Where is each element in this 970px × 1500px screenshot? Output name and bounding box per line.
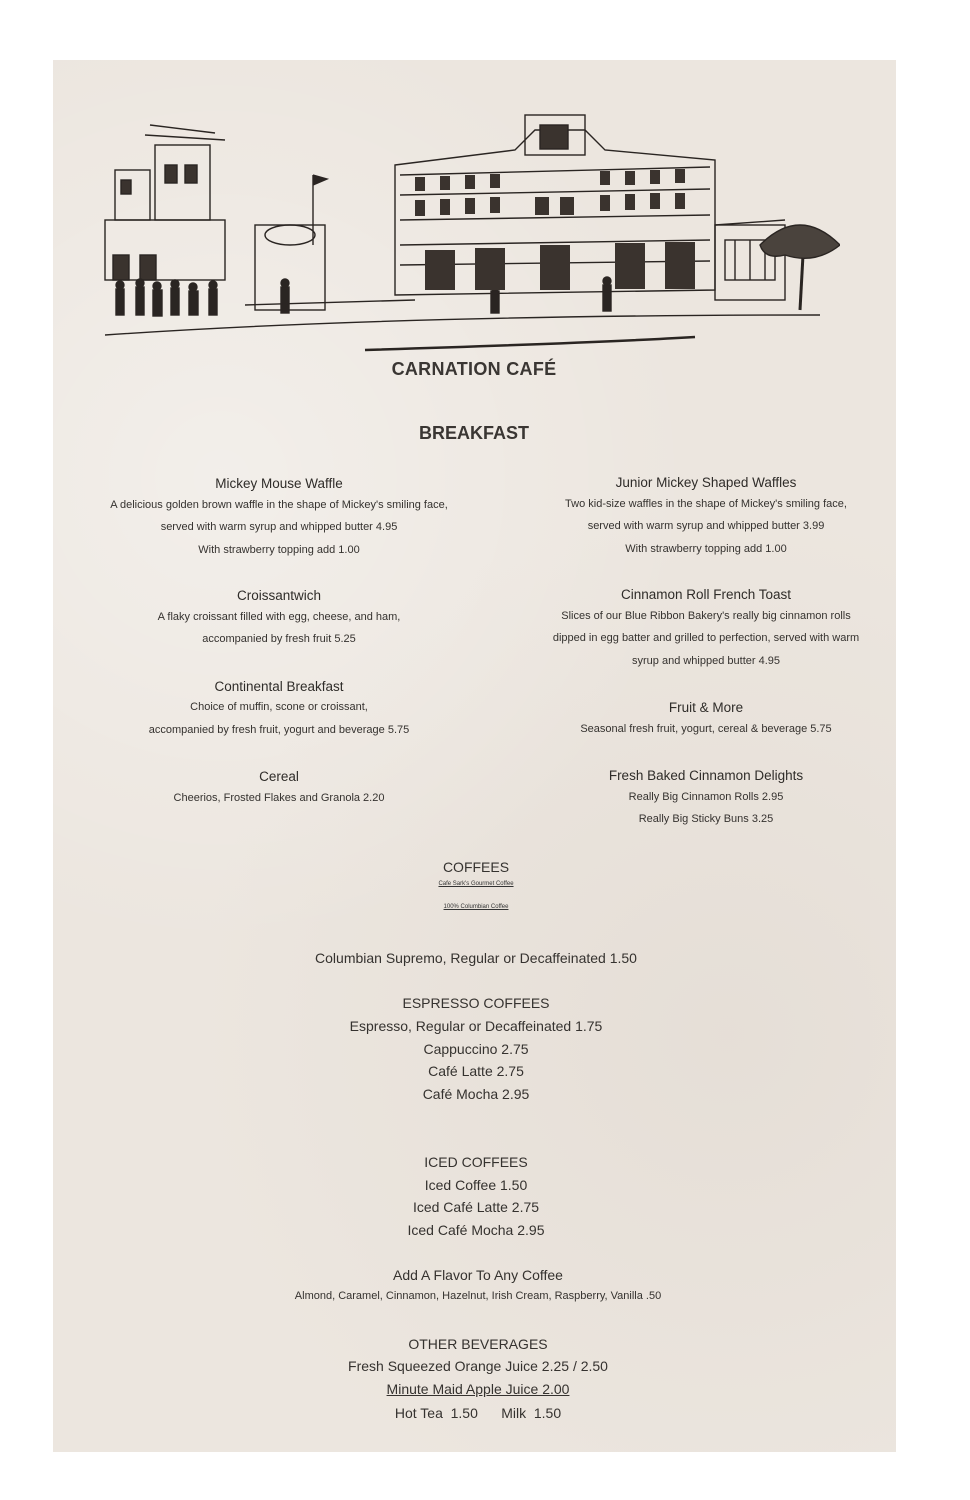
item-name: Junior Mickey Shaped Waffles bbox=[615, 475, 797, 490]
coffee-item: Columbian Supremo, Regular or Decaffeinated 1.50 bbox=[315, 950, 637, 966]
espresso-item: Café Mocha 2.95 bbox=[422, 1086, 530, 1102]
item-description: accompanied by fresh fruit, yogurt and beverage 5.75 bbox=[148, 724, 410, 736]
beverage-item: Fresh Squeezed Orange Juice 2.25 / 2.50 bbox=[348, 1358, 608, 1374]
section-title-breakfast: BREAKFAST bbox=[418, 423, 530, 443]
item-description: Really Big Cinnamon Rolls 2.95 bbox=[628, 791, 784, 803]
espresso-item: Café Latte 2.75 bbox=[428, 1063, 524, 1079]
item-name: Mickey Mouse Waffle bbox=[215, 476, 343, 491]
item-name: Continental Breakfast bbox=[214, 679, 344, 694]
coffee-brand-note: Cafe Sark's Gourmet Coffee bbox=[438, 881, 514, 887]
item-description: Slices of our Blue Ribbon Bakery's really big cinnamon rolls bbox=[561, 610, 851, 622]
coffee-origin-note: 100% Columbian Coffee bbox=[443, 904, 509, 910]
flavor-options: Almond, Caramel, Cinnamon, Hazelnut, Irish Cream, Raspberry, Vanilla .50 bbox=[294, 1290, 662, 1302]
item-name: Cereal bbox=[259, 769, 299, 784]
main-street-cafe-sketch-icon bbox=[95, 105, 840, 360]
item-name: Croissantwich bbox=[236, 588, 322, 603]
item-name: Cinnamon Roll French Toast bbox=[620, 587, 792, 602]
item-description: served with warm syrup and whipped butter 4.95 bbox=[160, 521, 398, 533]
espresso-item: Cappuccino 2.75 bbox=[423, 1041, 529, 1057]
page-title: CARNATION CAFÉ bbox=[391, 359, 557, 379]
iced-item: Iced Café Latte 2.75 bbox=[412, 1199, 540, 1215]
iced-coffees-heading: ICED COFFEES bbox=[424, 1154, 528, 1170]
iced-item: Iced Coffee 1.50 bbox=[424, 1177, 528, 1193]
item-description: syrup and whipped butter 4.95 bbox=[632, 655, 780, 667]
coffees-heading: COFFEES bbox=[442, 859, 510, 875]
item-description: accompanied by fresh fruit 5.25 bbox=[202, 633, 356, 645]
item-description: Choice of muffin, scone or croissant, bbox=[190, 701, 368, 713]
item-name: Fruit & More bbox=[668, 700, 744, 715]
other-beverages-heading: OTHER BEVERAGES bbox=[408, 1336, 548, 1352]
flavor-heading: Add A Flavor To Any Coffee bbox=[393, 1267, 563, 1283]
beverage-item: Minute Maid Apple Juice 2.00 bbox=[386, 1381, 570, 1397]
espresso-heading: ESPRESSO COFFEES bbox=[402, 995, 550, 1011]
item-description: Two kid-size waffles in the shape of Mickey's smiling face, bbox=[565, 498, 847, 510]
item-description: dipped in egg batter and grilled to perfection, served with warm bbox=[552, 632, 860, 644]
item-description: With strawberry topping add 1.00 bbox=[625, 543, 787, 555]
item-description: A flaky croissant filled with egg, cheese, and ham, bbox=[157, 611, 401, 623]
item-description: With strawberry topping add 1.00 bbox=[198, 544, 360, 556]
item-description: A delicious golden brown waffle in the shape of Mickey's smiling face, bbox=[110, 499, 448, 511]
item-description: Cheerios, Frosted Flakes and Granola 2.20 bbox=[173, 792, 385, 804]
item-description: Really Big Sticky Buns 3.25 bbox=[638, 813, 774, 825]
item-name: Fresh Baked Cinnamon Delights bbox=[608, 768, 804, 783]
iced-item: Iced Café Mocha 2.95 bbox=[407, 1222, 545, 1238]
beverage-item: Hot Tea 1.50 Milk 1.50 bbox=[394, 1405, 562, 1421]
item-description: served with warm syrup and whipped butter 3.99 bbox=[587, 520, 825, 532]
item-description: Seasonal fresh fruit, yogurt, cereal & beverage 5.75 bbox=[580, 723, 832, 735]
espresso-item: Espresso, Regular or Decaffeinated 1.75 bbox=[349, 1018, 603, 1034]
